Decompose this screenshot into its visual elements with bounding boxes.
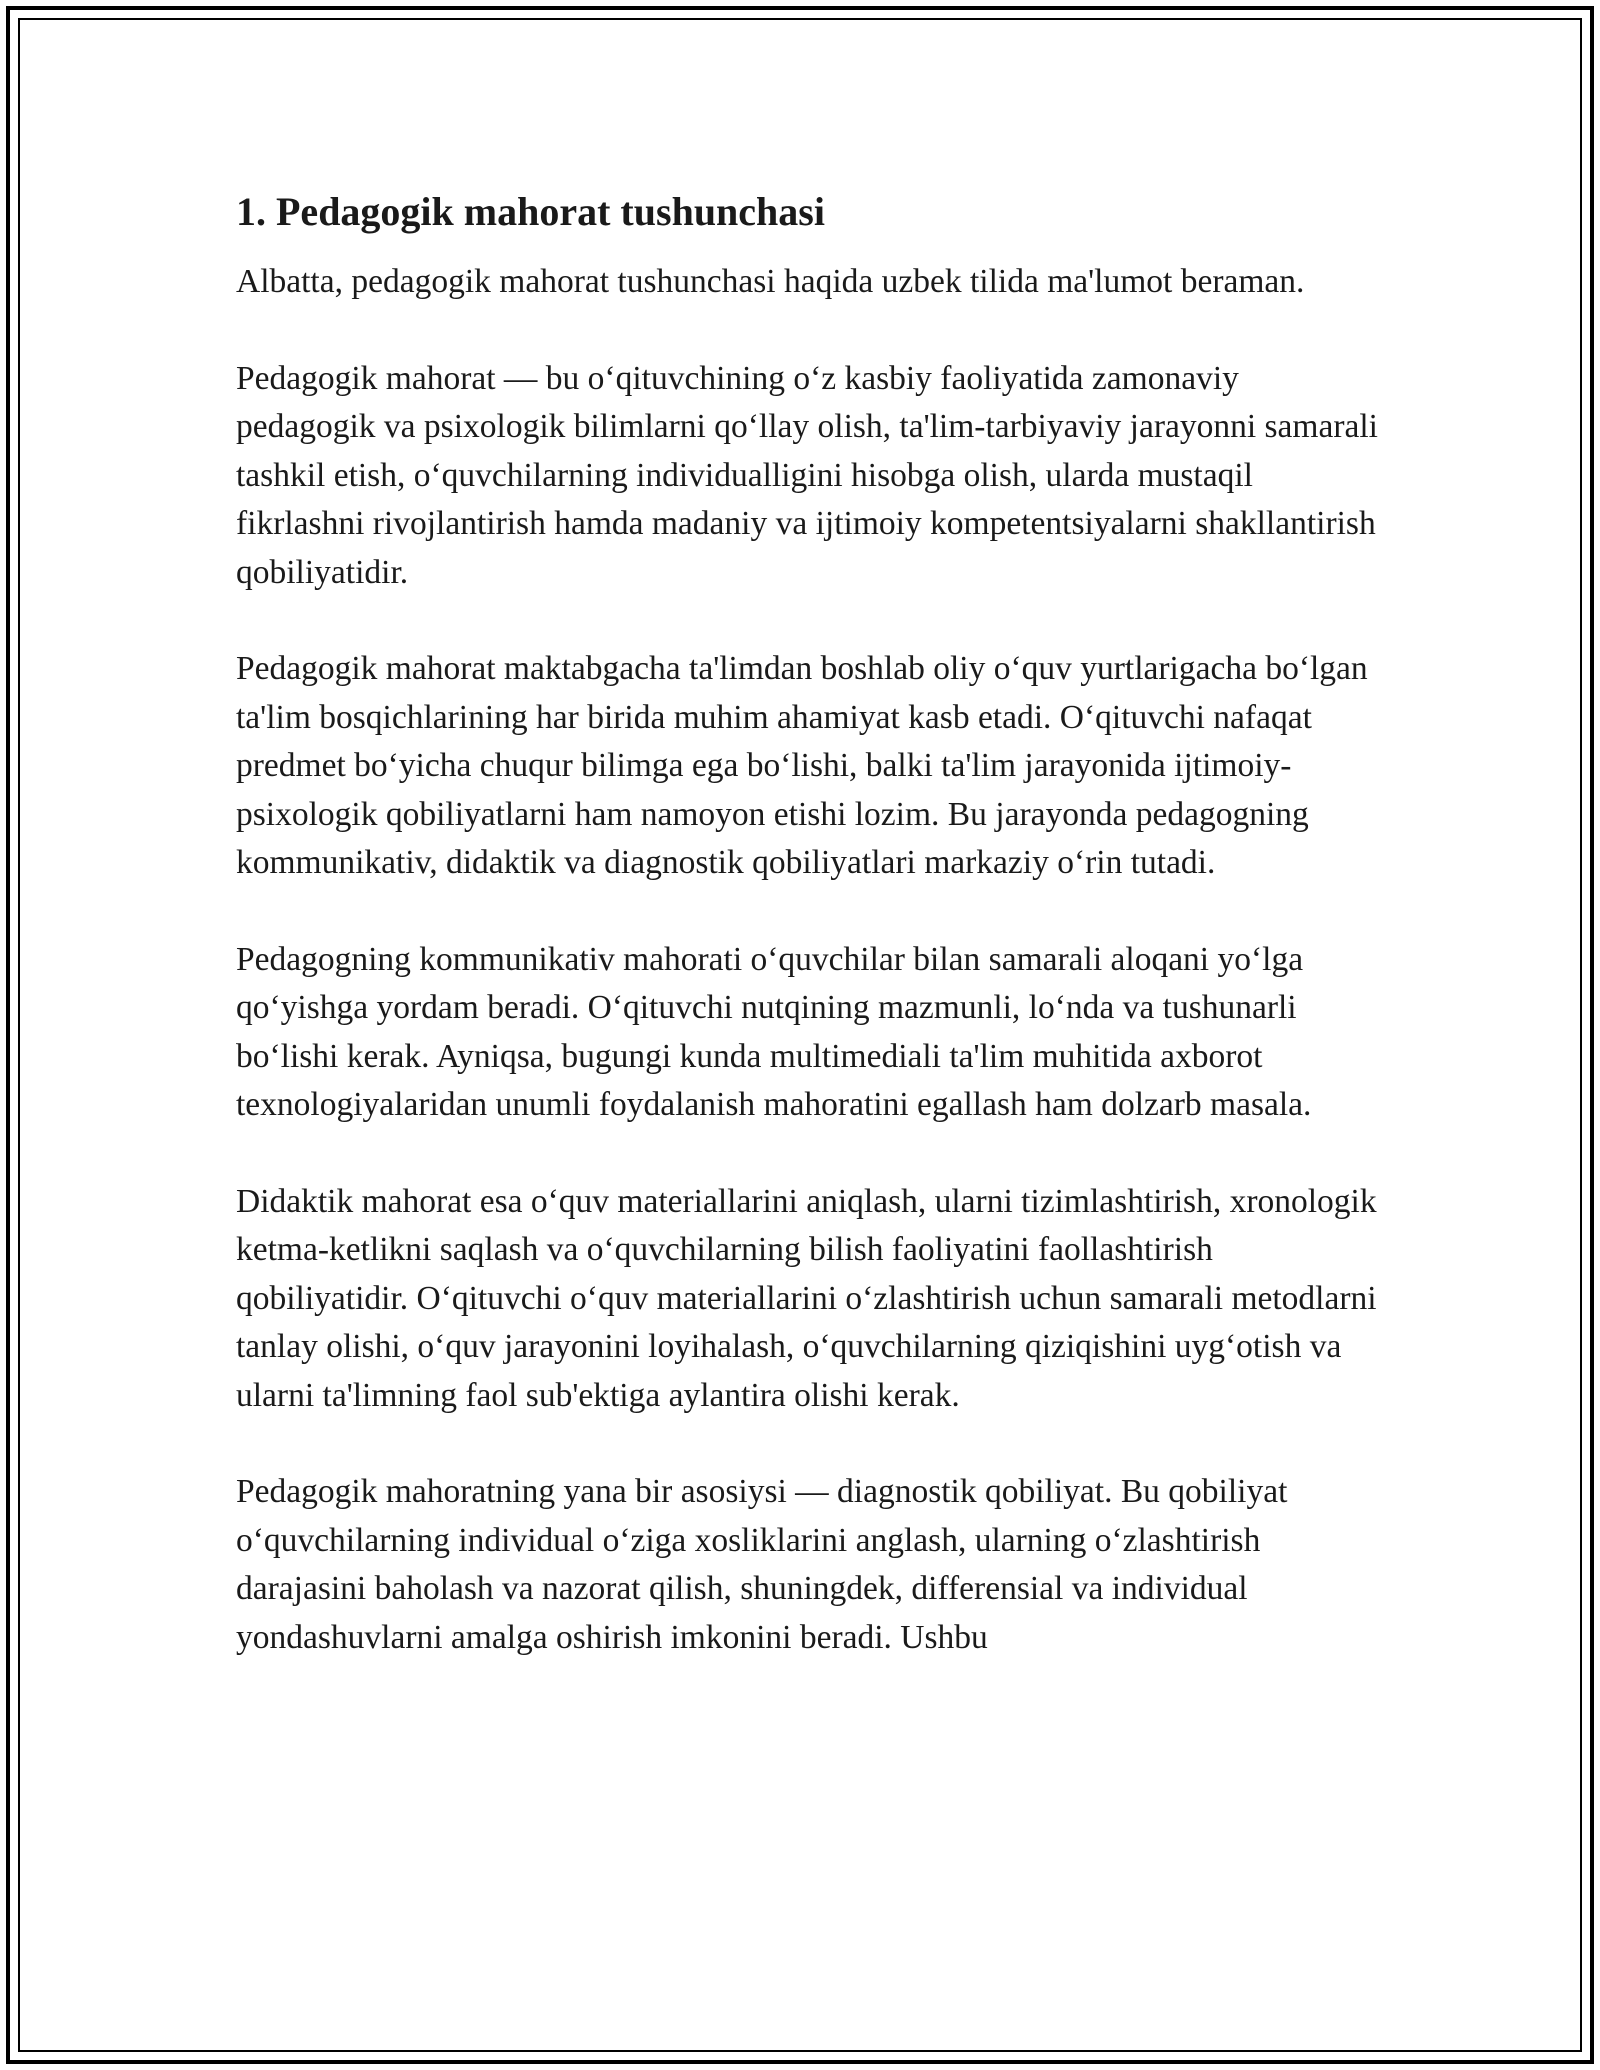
paragraph-didactic: Didaktik mahorat esa o‘quv materiallarini aniqlash, ularni tizimlashtirish, xronologik ketma-ketlikni saqlash va o‘quvchilarning bilish faoliyatini faollashtirish qobiliyatidir. O‘qituvchi o‘quv materiallarini o‘zlashtirish uchun samarali metodlarni tanlay olishi, o‘quv jarayonini loyihalash, o‘quvchilarning qiziqishini uyg‘otish va ularni ta'limning faol sub'ektiga aylantira olishi kerak. — [236, 1182, 1377, 1414]
paragraph-communicative: Pedagogning kommunikativ mahorati o‘quvchilar bilan samarali aloqani yo‘lga qo‘yishga yordam beradi. O‘qituvchi nutqining mazmunli, lo‘nda va tushunarli bo‘lishi kerak. Ayniqsa, bugungi kunda multimediali ta'lim muhitida axborot texnologiyalaridan unumli foydalanish mahoratini egallash ham dolzarb masala. — [236, 940, 1312, 1123]
paragraph-importance: Pedagogik mahorat maktabgacha ta'limdan boshlab oliy o‘quv yurtlarigacha bo‘lgan ta'lim bosqichlarining har birida muhim ahamiyat kasb etadi. O‘qituvchi nafaqat predmet bo‘yicha chuqur bilimga ega bo‘lishi, balki ta'lim jarayonida ijtimoiy-psixologik qobiliyatlarni ham namoyon etishi lozim. Bu jarayonda pedagogning kommunikativ, didaktik va diagnostik qobiliyatlari markaziy o‘rin tutadi. — [236, 650, 1368, 881]
paragraph-diagnostic: Pedagogik mahoratning yana bir asosiysi — diagnostik qobiliyat. Bu qobiliyat o‘quvchilarning individual o‘ziga xosliklarini anglash, ularning o‘zlashtirish darajasini baholash va nazorat qilish, shuningdek, differensial va individual yondashuvlarni amalga oshirish imkonini beradi. Ushbu — [236, 1473, 1288, 1656]
document-body — [236, 186, 1386, 1710]
paragraph-definition: Pedagogik mahorat — bu o‘qituvchining o‘z kasbiy faoliyatida zamonaviy pedagogik va psixologik bilimlarni qo‘llay olish, ta'lim-tarbiyaviy jarayonni samarali tashkil etish, o‘quvchilarning individualligini hisobga olish, ularda mustaqil fikrlashni rivojlantirish hamda madaniy va ijtimoiy kompetentsiyalarni shakllantirish qobiliyatidir. — [236, 359, 1378, 591]
section-heading: 1. Pedagogik mahorat tushunchasi — [236, 189, 825, 234]
paragraph-intro: Albatta, pedagogik mahorat tushunchasi haqida uzbek tilida ma'lumot beraman. — [236, 263, 1305, 300]
